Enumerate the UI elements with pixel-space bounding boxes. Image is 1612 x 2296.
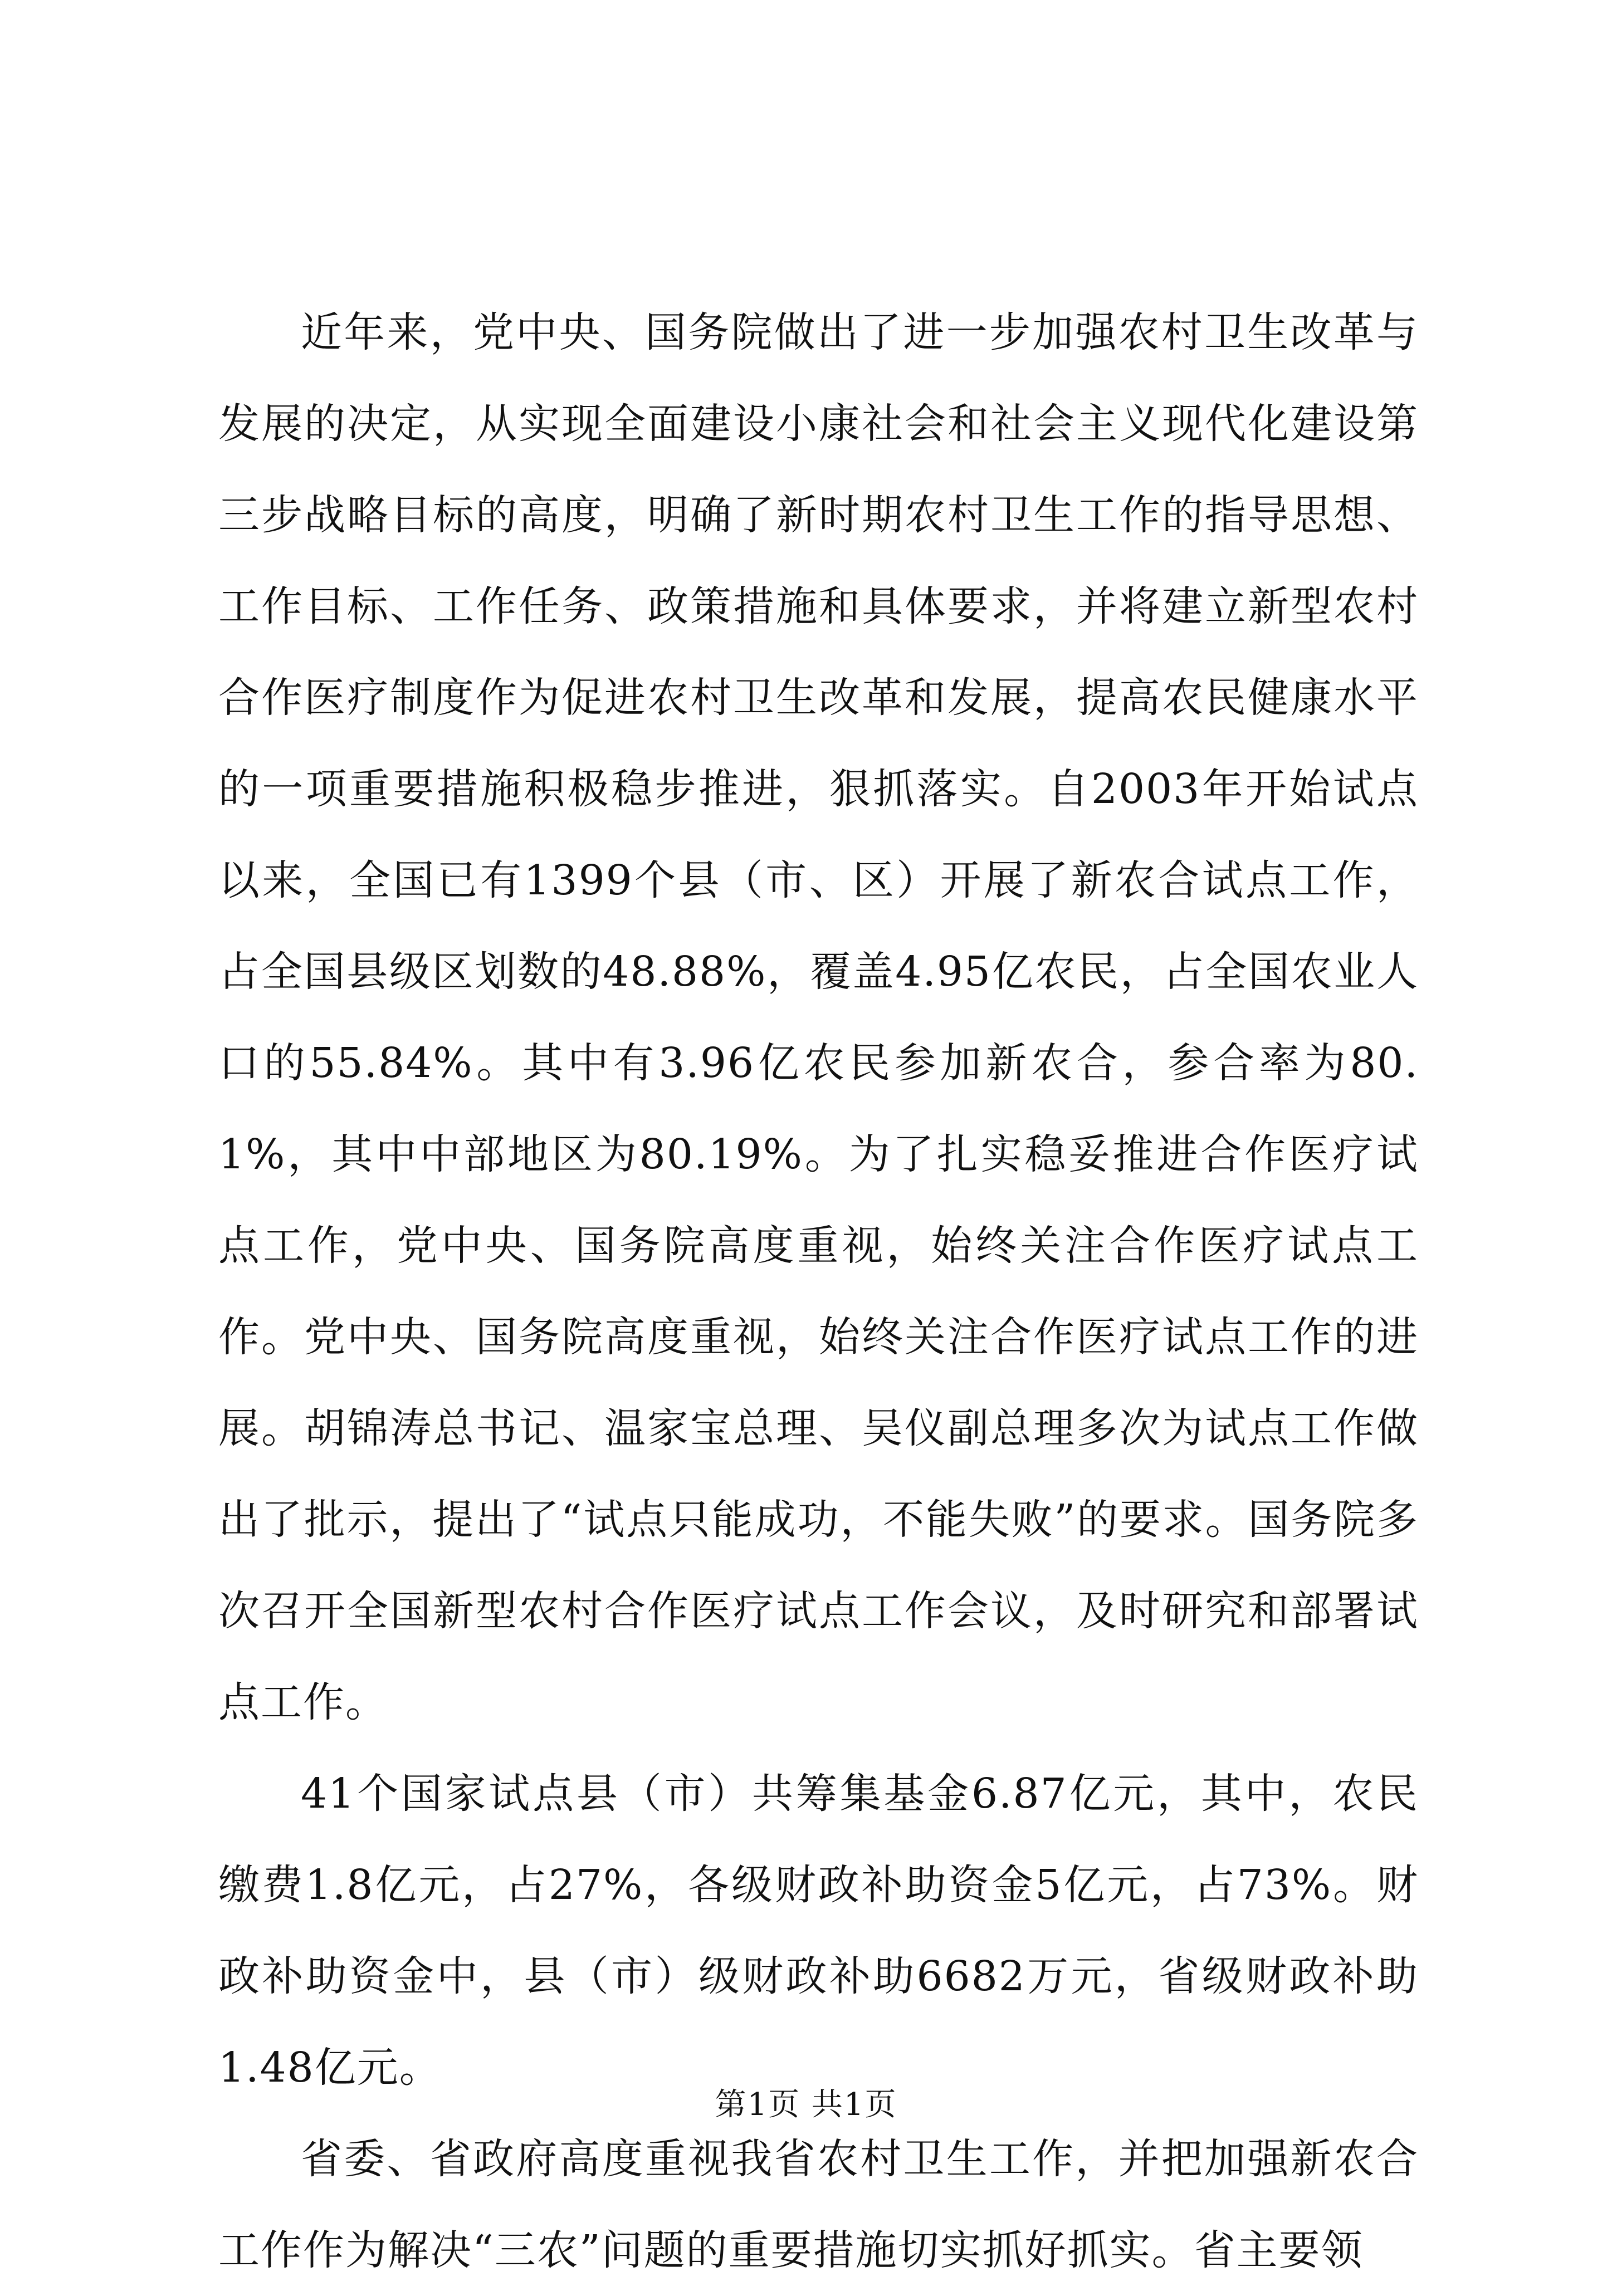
paragraph-3: 省委、省政府高度重视我省农村卫生工作，并把加强新农合工作作为解决“三农”问题的重要措施切实抓好抓实。省主要领 — [218, 2135, 1419, 2274]
page-footer: 第1页 共1页 — [715, 2087, 897, 2123]
paragraph-1: 近年来，党中央、国务院做出了进一步加强农村卫生改革与发展的决定，从实现全面建设小康社会和社会主义现代化建设第三步战略目标的高度，明确了新时期农村卫生工作的指导思想、工作目标、工作任务、政策措施和具体要求，并将建立新型农村合作医疗制度作为促进农村卫生改革和发展，提高农民健康水平的一项重要措施积极稳步推进，狠抓落实。自2003年开始试点以来，全国已有1399个县（市、区）开展了新农合试点工作，占全国县级区划数的48.88%，覆盖4.95亿农民，占全国农业人口的55.84%。其中有3.96亿农民参加新农合，参合率为80.1%，其中中部地区为80.19%。为了扎实稳妥推进合作医疗试点工作，党中央、国务院高度重视，始终关注合作医疗试点工作。党中央、国务院高度重视，始终关注合作医疗试点工作的进展。胡锦涛总书记、温家宝总理、吴仪副总理多次为试点工作做出了批示，提出了“试点只能成功，不能失败”的要求。国务院多次召开全国新型农村合作医疗试点工作会议，及时研究和部署试点工作。 — [218, 309, 1419, 1726]
paragraph-2: 41个国家试点县（市）共筹集基金6.87亿元，其中，农民缴费1.8亿元，占27%，各级财政补助资金5亿元，占73%。财政补助资金中，县（市）级财政补助6682万元，省级财政补助1.48亿元。 — [218, 1770, 1419, 2092]
document-body — [218, 287, 1419, 2296]
